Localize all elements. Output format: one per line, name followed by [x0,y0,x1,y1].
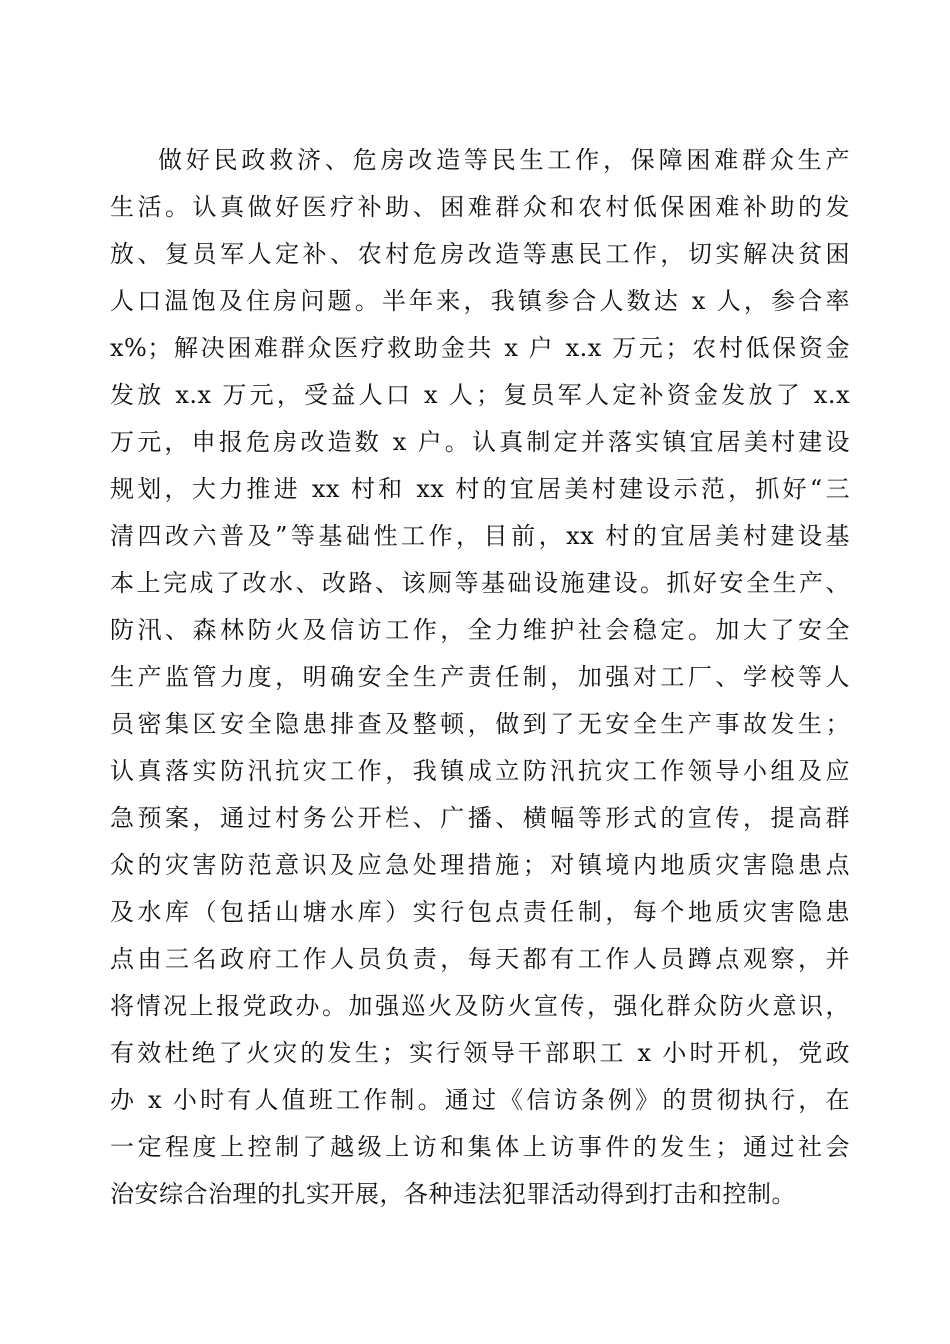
paragraph-line-18: 点由三名政府工作人员负责，每天都有工作人员蹲点观察，并 [110,945,850,973]
paragraph-line-1: 做好民政救济、危房改造等民生工作，保障困难群众生产 [158,146,850,174]
paragraph-line-2: 生活。认真做好医疗补助、困难群众和农村低保困难补助的发 [110,193,850,221]
paragraph-line-5: x%；解决困难群众医疗救助金共 x 户 x.x 万元；农村低保资金 [110,334,850,362]
paragraph-line-4: 人口温饱及住房问题。半年来，我镇参合人数达 x 人，参合率 [110,287,850,315]
paragraph-line-21: 办 x 小时有人值班工作制。通过《信访条例》的贯彻执行，在 [110,1086,850,1114]
paragraph-line-15: 急预案，通过村务公开栏、广播、横幅等形式的宣传，提高群 [110,804,850,832]
paragraph-line-20: 有效杜绝了火灾的发生；实行领导干部职工 x 小时开机，党政 [110,1039,850,1067]
paragraph-line-22: 一定程度上控制了越级上访和集体上访事件的发生；通过社会 [110,1133,850,1161]
paragraph-line-17: 及水库（包括山塘水库）实行包点责任制，每个地质灾害隐患 [110,898,850,926]
paragraph-line-3: 放、复员军人定补、农村危房改造等惠民工作，切实解决贫困 [110,240,850,268]
paragraph-line-10: 本上完成了改水、改路、该厕等基础设施建设。抓好安全生产、 [110,569,850,597]
paragraph-line-8: 规划，大力推进 xx 村和 xx 村的宜居美村建设示范，抓好“三 [110,475,850,503]
paragraph-line-16: 众的灾害防范意识及应急处理措施；对镇境内地质灾害隐患点 [110,851,850,879]
paragraph-line-7: 万元，申报危房改造数 x 户。认真制定并落实镇宜居美村建设 [110,428,850,456]
paragraph-line-11: 防汛、森林防火及信访工作，全力维护社会稳定。加大了安全 [110,616,850,644]
paragraph-line-19: 将情况上报党政办。加强巡火及防火宣传，强化群众防火意识， [110,992,850,1020]
paragraph-line-6: 发放 x.x 万元，受益人口 x 人；复员军人定补资金发放了 x.x [110,381,850,409]
paragraph-line-13: 员密集区安全隐患排查及整顿，做到了无安全生产事故发生； [110,710,850,738]
body-paragraph [110,137,850,1218]
paragraph-line-12: 生产监管力度，明确安全生产责任制，加强对工厂、学校等人 [110,663,850,691]
paragraph-line-23: 治安综合治理的扎实开展，各种违法犯罪活动得到打击和控制。 [110,1180,796,1208]
paragraph-line-9: 清四改六普及”等基础性工作，目前，xx 村的宜居美村建设基 [110,522,850,550]
paragraph-line-14: 认真落实防汛抗灾工作，我镇成立防汛抗灾工作领导小组及应 [110,757,850,785]
